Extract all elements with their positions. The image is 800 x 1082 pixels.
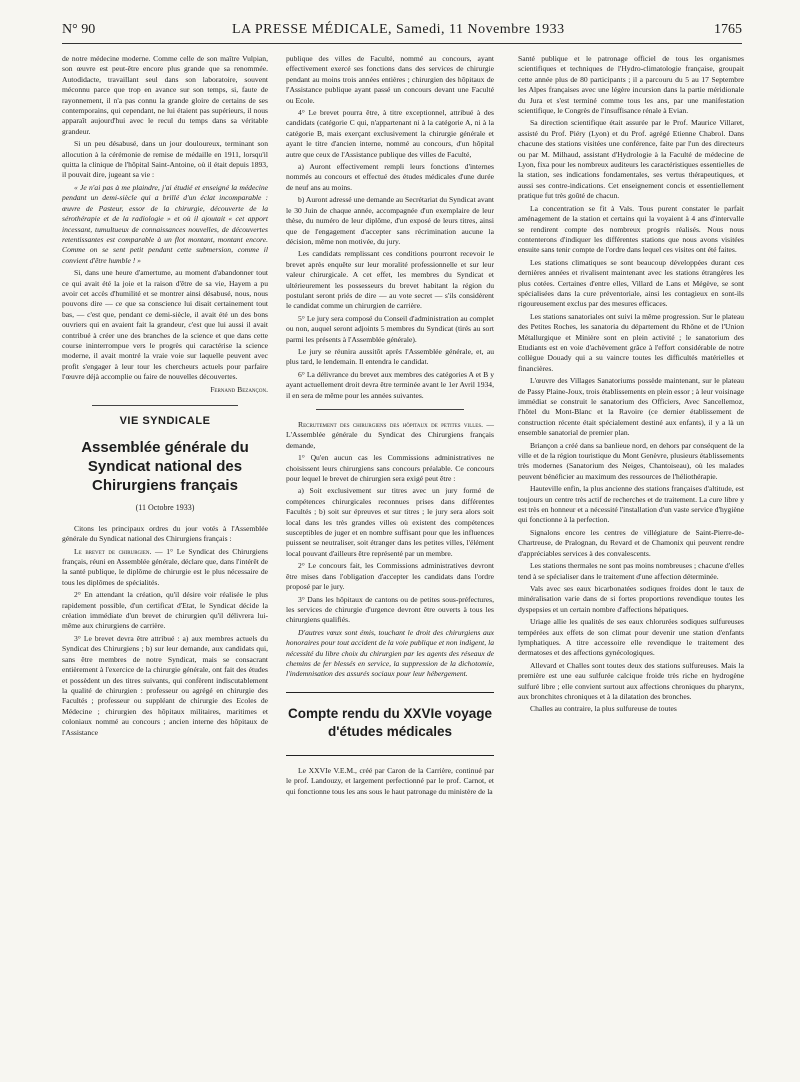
paragraph: de notre médecine moderne. Comme celle de son maître Vulpian, son œuvre est peut-être encore plus grande que sa renommée. Autodidacte, travaillant seul dans son laboratoire, souvent méconnu parce que trop en avance sur son temps, si, faute de rayonnement, il n'a pas connu la grande gloire de certains de ses contemporains, qui cependant, ne lui étaient pas supérieurs, il nous apparaît aujourd'hui avec le recul du temps dans sa véritable grandeur. <box>62 54 268 136</box>
paragraph: Briançon a créé dans sa banlieue nord, en dehors par conséquent de la ville et de la région touristique du Mont Genèvre, plusieurs établissements très modernes (Sanatorium des Neiges, Chantoiseau), où les malades peuvent bénéficier au maximum des ressources de l'héliothérapie. <box>518 440 744 481</box>
journal-title: LA PRESSE MÉDICALE, Samedi, 11 Novembre 1933 <box>232 22 565 37</box>
paragraph: 3° Le brevet devra être attribué : a) aux membres actuels du Syndicat des Chirurgiens ; b) sur leur demande, aux candidats qui, sans être membres de notre Syndicat, mais se consacrant entièrement à l'exercice de la chirurgie générale, ont fait des études et possèdent un des titres suivants, qui confèrent indiscutablement la qualité de chirurgien : professeur ou agrégé en chirurgie des Facultés ; professeur ou suppléant de chirurgie des Ecoles de Médecine ; chirurgien des hôpitaux militaires, maritimes et coloniaux nommé au concours ; ancien interne des hôpitaux de l'Assistance <box>62 633 268 737</box>
paragraph: Santé publique et le patronage officiel de tous les organismes scientifiques et techniques de l'Hydro-climatologie française, groupait cette année plus de 80 participants ; il a parcouru du 5 au 17 Septembre les Alpes françaises avec une légère incursion dans la partie méridionale du Jura et s'est terminé comme tous les ans, par une manifestation scientifique, le Congrès de l'insuffisance rénale à Evian. <box>518 54 744 116</box>
article-date: (11 Octobre 1933) <box>135 503 195 513</box>
paragraph: Le jury se réunira aussitôt après l'Assemblée générale, et, au plus tard, le lendemain. Il entendra le candidat. <box>286 346 494 367</box>
page-number: 1765 <box>714 22 742 37</box>
paragraph: La concentration se fit à Vals. Tous purent constater le parfait aménagement de la station et certains qui la voyaient à 4 ans d'intervalle se rendirent compte des nombreux progrès réalisés. Nous nous contenterons d'indiquer les différentes stations que nous avons visitées ensuite sans tenir compte de l'ordre dans lequel ces visites ont été faites. <box>518 203 744 255</box>
separator <box>316 409 464 410</box>
paragraph: Sa direction scientifique était assurée par le Prof. Maurice Villaret, assisté du Prof. Piéry (Lyon) et du Prof. agrégé Etienne Chabrol. Dans chacune des stations visitées une conférence, faite par l'un des directeurs ou par M. Milhaud, assistant d'Hydrologie à la Faculté de médecine de Lyon, fixa pour les nombreux auditeurs les caractéristiques essentielles de la station, ses indications fondamentales, ses vertus thérapeutiques, et aussi ses contre-indications. Cet enseignement concis et essentiellement pratique fut très goûté de chacun. <box>518 118 744 201</box>
column-1 <box>62 54 268 740</box>
paragraph: L'œuvre des Villages Sanatoriums possède maintenant, sur le plateau de Passy Plaine-Joux, trois établissements en plein essor ; à leur voisinage immédiat se construit le sanatorium des Officiers, Avec Sancellemoz, l'hôtel du Mont-Blanc et la Ravoire (ce dernier établissement de construction récente était spécialement destiné aux enfants), il y a là un ensemble sanatorial de premier plan. <box>518 376 744 438</box>
separator <box>92 405 238 406</box>
subhead: Le brevet de chirurgien. <box>74 546 152 556</box>
paragraph: 6° La délivrance du brevet aux membres des catégories A et B y ayant actuellement droit devra être terminée avant le 1er Avril 1934, il en sera de même pour les années suivantes. <box>286 369 494 400</box>
column-3 <box>518 54 744 717</box>
author-signature: Fernand Bezançon. <box>210 384 268 394</box>
column-2 <box>286 54 494 799</box>
paragraph: Hauteville enfin, la plus ancienne des stations françaises d'altitude, est toujours un centre très actif de recherches et de traitement. La cure libre y est très en honneur et a nécessité l'installation d'un vaste service d'hygiène qui fonctionne à la perfection. <box>518 484 744 525</box>
paragraph: Citons les principaux ordres du jour votés à l'Assemblée générale du Syndicat national des Chirurgiens français : <box>62 523 268 544</box>
paragraph: 3° Dans les hôpitaux de cantons ou de petites sous-préfectures, les services de chirurgie d'urgence devront être ouverts à tous les chirurgiens qualifiés. <box>286 594 494 625</box>
paragraph: Les stations thermales ne sont pas moins nombreuses ; chacune d'elles tend à se spécialiser dans le traitement d'une affection déterminée. <box>518 561 744 581</box>
paragraph: Les candidats remplissant ces conditions pourront recevoir le brevet après enquête sur leur moralité professionnelle et sur leur valeur chirurgicale. A cet effet, les membres du Syndicat et ultérieurement les possesseurs du brevet habitant la région du postulant seront priés de dire — au vote secret — s'ils considèrent le candidat comme un chirurgien de carrière. <box>286 249 494 311</box>
header-rule <box>62 43 742 44</box>
paragraph: Les stations sanatoriales ont suivi la même progression. Sur le plateau des Petites Roches, les sanatoria du département du Rhône et de l'Union Métallurgique et Minière sont en plein activité ; le sanatorium des Etudiants est en voie d'achèvement grâce à l'effort considérable de notre collègue Douady qui a su vaincre toutes les difficultés matérielles et financières. <box>518 311 744 373</box>
running-header <box>62 22 742 40</box>
paragraph: Uriage allie les qualités de ses eaux chlorurées sodiques sulfureuses tempérées aux effets de son climat pour devenir une station d'enfants lymphatiques. A titre accessoire elle revendique le traitement des dermatoses et des affections gynécologiques. <box>518 617 744 658</box>
paragraph: Allevard et Challes sont toutes deux des stations sulfureuses. Mais la première est une eau sulfurée calcique froide très riche en hydrogène sulfuré libre ; elle convient surtout aux affections chroniques du pharynx, aux bronchites chroniques et à la dilatation des bronches. <box>518 660 744 701</box>
paragraph: 5° Le jury sera composé du Conseil d'administration au complet ou non, auquel seront adjoints 5 membres du Syndicat (tirés au sort parmi les présents à l'Assemblée générale). <box>286 313 494 344</box>
paragraph: 2° Le concours fait, les Commissions administratives devront être mises dans l'obligation d'accepter les candidats dans l'ordre proposé par le jury. <box>286 561 494 592</box>
paragraph: Signalons encore les centres de villégiature de Saint-Pierre-de-Chartreuse, de Pralognan, du Revard et de Chamonix qui peuvent rendre d'appréciables services à des convalescents. <box>518 527 744 558</box>
paragraph: Recrutement des chirurgiens des hôpitaux de petites villes. — L'Assemblée générale du Syndicat des Chirurgiens français demande, <box>286 420 494 450</box>
quote-paragraph: « Je n'ai pas à me plaindre, j'ai étudié et enseigné la médecine pendant un demi-siècle qui a brillé d'un éclat incomparable : œuvre de Pasteur, essor de la chirurgie, découverte de la sérothérapie et de la radiologie » et où il ajoutait « cet apport incessant, tumultueux de connaissances nouvelles, de découvertes retentissantes est comparable à un flot montant, montant encore. Comme on se sent petit pendant cette submersion, comme il convient d'être humble ! » <box>62 182 268 265</box>
paragraph: a) Auront effectivement rempli leurs fonctions d'internes nommés au concours et effectué des études médicales d'une durée de neuf ans au moins. <box>286 162 494 192</box>
paragraph: Les stations climatiques se sont beaucoup développées durant ces dernières années et rivalisent maintenant avec les stations étrangères les plus cotées. Certaines d'entre elles, Villard de Lans et Mégève, se sont spécialisées dans la cure préventoriale, ainsi les contagieux en sont-ils rigoureusement exclus par des mesures efficaces. <box>518 257 744 309</box>
article-title: Compte rendu du XXVIe voyage d'études médicales <box>287 705 493 739</box>
paragraph: Le brevet de chirurgien. — 1° Le Syndicat des Chirurgiens français, réuni en Assemblée générale, déclare que, dans l'intérêt de la santé publique, le diplôme de chirurgie est le plus nécessaire de tous les diplômes de spécialités. <box>62 546 268 587</box>
paragraph: 1° Qu'en aucun cas les Commissions administratives ne choisissent leurs chirurgiens sans concours préalable. Ce concours pour lequel le brevet de chirurgien sera exigé peut être : <box>286 453 494 484</box>
subhead: Recrutement des chirurgiens des hôpitaux de petites villes. <box>298 420 484 429</box>
voyage-title-box <box>286 692 494 756</box>
issue-number: N° 90 <box>62 22 96 37</box>
article-title: Assemblée générale du Syndicat national des Chirurgiens français <box>81 439 249 495</box>
paragraph: b) Auront adressé une demande au Secrétariat du Syndicat avant le 30 Juin de chaque année, accompagnée d'un exemplaire de leur thèse, du numéro de leur diplôme, d'un exposé de leurs titres, ainsi que de l'engagement d'accepter sans récrimination aucune la décision, même non motivée, du jury. <box>286 195 494 246</box>
paragraph: Le XXVIe V.E.M., créé par Caron de la Carrière, continué par le prof. Landouzy, et largement perfectionné par le prof. Carnot, et qui fonctionne tous les ans sous le haut patronage du ministère de la <box>286 765 494 796</box>
paragraph: Si, dans une heure d'amertume, au moment d'abandonner tout ce qui avait été la joie et la raison d'être de sa vie, Hayem a pu avoir cet accès d'humilité et se montrer ainsi désabusé, nous, nous pouvons dire — ce que sa conscience lui disait certainement tout bas, — c'est que, pendant ce demi-siècle, il avait été un des bons ouvriers qui en avaient fait la grandeur, c'est que lui aussi il avait contribué à créer une des branches de la science et que dans cette course ininterrompue vers le progrès qui caractérise la science moderne, il avait montré la vraie voie sur laquelle peuvent avec profit s'engager à leur tour les chercheurs actuels pour parfaire l'œuvre déjà accomplie ou faire de nouvelles découvertes. <box>62 268 268 382</box>
paragraph: publique des villes de Faculté, nommé au concours, ayant effectivement exercé ses fonctions dans des services de chirurgie pendant au moins trois années entières ; chirurgien des hôpitaux de l'Assistance publique ayant passé un concours devant une Faculté ou Ecole. <box>286 54 494 105</box>
paragraph: 4° Le brevet pourra être, à titre exceptionnel, attribué à des candidats (catégorie C qui, n'appartenant ni à la catégorie A, ni à la catégorie B, mais exerçant exclusivement la chirurgie générale et ayant le titre d'ancien interne, nommé au concours, d'un hôpital autre que ceux de l'Assistance publique des villes de Faculté, <box>286 108 494 159</box>
paragraph: Challes au contraire, la plus sulfureuse de toutes <box>530 704 677 714</box>
paragraph: 2° En attendant la création, qu'il désire voir réalisée le plus rapidement possible, d'un certificat d'Etat, le Syndicat décide la création immédiate d'un brevet de chirurgien qu'il délivrera lui-même aux chirurgiens de carrière. <box>62 590 268 631</box>
paragraph: D'autres vœux sont émis, touchant le droit des chirurgiens aux honoraires pour tout accident de la voie publique et non indigent, la nécessité du libre choix du chirurgien par les agents des réseaux de chemins de fer blessés en service, la suppression de la dichotomie, l'indemnisation des assurés sociaux pour leur hébergement. <box>286 627 494 679</box>
paragraph: a) Soit exclusivement sur titres avec un jury formé de compétences chirurgicales reconnues prises dans différentes Facultés ; b) soit sur épreuves et sur titres ; le jury sera alors soit local dans les très grandes villes où existent des compétences susceptibles de juger et en nombre suffisant pour que les influences puissent se neutraliser, soit étranger dans les petites villes, l'élément local pouvant d'ailleurs être représenté par un membre. <box>286 486 494 558</box>
paragraph: Vals avec ses eaux bicarbonatées sodiques froides dont le taux de minéralisation varie dans de si fortes proportions revendique toutes les dyspepsies et un certain nombre d'affections hépatiques. <box>518 583 744 614</box>
paragraph: Si un peu désabusé, dans un jour douloureux, terminant son allocution à la cérémonie de remise de médaille en 1911, lorsqu'il quitta la clinique de l'hôpital Saint-Antoine, où il était depuis 1893, il pouvait dire, jugeant sa vie : <box>62 139 268 180</box>
section-label: VIE SYNDICALE <box>119 415 211 427</box>
